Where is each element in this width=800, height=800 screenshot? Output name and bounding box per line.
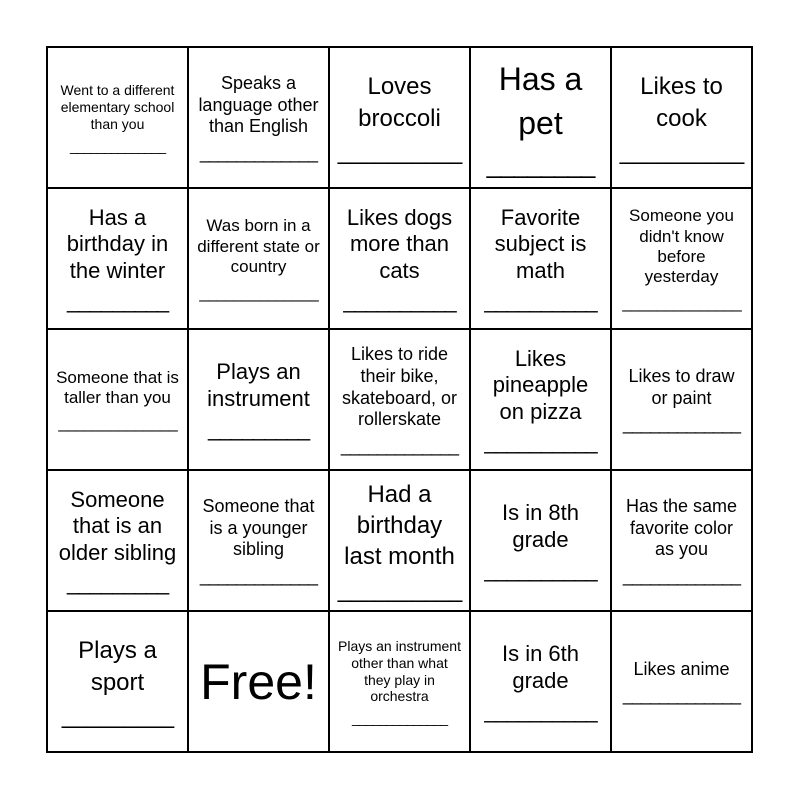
bingo-cell[interactable] — [330, 48, 471, 189]
bingo-cell[interactable] — [471, 48, 612, 189]
signature-line: __________ — [484, 288, 597, 314]
signature-line: _____________ — [199, 142, 318, 163]
bingo-cell[interactable] — [48, 48, 189, 189]
signature-line: __________ — [619, 137, 744, 165]
signature-line: _____________ — [622, 414, 741, 435]
signature-line: __________ — [484, 697, 597, 723]
bingo-cell[interactable] — [189, 471, 330, 612]
signature-line: _____________ — [622, 685, 741, 706]
free-space-cell[interactable] — [189, 612, 330, 753]
cell-text: Was born in a different state or country — [197, 216, 320, 277]
bingo-cell[interactable] — [471, 471, 612, 612]
bingo-cell[interactable] — [471, 330, 612, 471]
cell-text: Likes to draw or paint — [628, 365, 735, 408]
signature-line: _________ — [66, 570, 169, 596]
cell-text: Likes to cook — [640, 73, 723, 132]
bingo-cell[interactable] — [471, 612, 612, 753]
signature-line: _____________ — [622, 565, 741, 586]
signature-line: __________ — [343, 288, 456, 314]
cell-text: Someone that is an older sibling — [58, 486, 177, 565]
signature-line: _________ — [66, 288, 169, 314]
signature-line: _________ — [207, 415, 310, 441]
signature-line: ______________ — [199, 282, 318, 302]
signature-line: _____________ — [340, 435, 459, 456]
cell-text: Loves broccoli — [358, 73, 441, 132]
bingo-cell[interactable] — [189, 48, 330, 189]
cell-text: Has a birthday in the winter — [66, 204, 169, 283]
cell-text: Plays an instrument other than what they play in orchestra — [338, 637, 461, 705]
signature-line: __________ — [337, 576, 462, 604]
cell-text: Someone that is a younger sibling — [202, 496, 315, 560]
cell-text: Plays a sport — [78, 637, 157, 696]
bingo-cell[interactable] — [330, 612, 471, 753]
cell-text: Likes anime — [633, 658, 730, 679]
signature-line: __________ — [484, 429, 597, 455]
bingo-cell[interactable] — [612, 189, 753, 330]
cell-text: Likes dogs more than cats — [346, 204, 453, 283]
signature-line: ________ — [486, 148, 595, 179]
cell-text: Is in 8th grade — [501, 500, 580, 552]
cell-text: Likes pineapple on pizza — [492, 345, 589, 424]
cell-text: Is in 6th grade — [501, 641, 580, 693]
bingo-cell[interactable] — [189, 330, 330, 471]
bingo-cell[interactable] — [330, 471, 471, 612]
signature-line: ______________ — [351, 710, 447, 727]
signature-line: _____________ — [199, 565, 318, 586]
signature-line: ______________ — [622, 292, 741, 312]
signature-line: __________ — [484, 556, 597, 582]
bingo-cell[interactable] — [48, 612, 189, 753]
cell-text: Favorite subject is math — [494, 204, 587, 283]
cell-text: Has the same favorite color as you — [625, 496, 738, 560]
cell-text: Plays an instrument — [207, 359, 310, 411]
bingo-cell[interactable] — [48, 330, 189, 471]
cell-text: Went to a different elementary school than you — [60, 82, 175, 132]
signature-line: ______________ — [58, 413, 177, 433]
bingo-cell[interactable] — [612, 48, 753, 189]
signature-line: __________ — [337, 137, 462, 165]
cell-text: Someone you didn't know before yesterday — [629, 206, 734, 287]
bingo-cell[interactable] — [612, 471, 753, 612]
cell-text: Has a pet — [498, 61, 583, 141]
bingo-cell[interactable] — [330, 330, 471, 471]
bingo-card — [46, 46, 753, 753]
bingo-cell[interactable] — [612, 612, 753, 753]
free-space-text: Free! — [200, 653, 317, 710]
bingo-cell[interactable] — [612, 330, 753, 471]
bingo-cell[interactable] — [471, 189, 612, 330]
cell-text: Speaks a language other than English — [198, 73, 319, 137]
bingo-cell[interactable] — [189, 189, 330, 330]
cell-text: Someone that is taller than you — [56, 367, 179, 407]
bingo-cell[interactable] — [330, 189, 471, 330]
bingo-cell[interactable] — [48, 189, 189, 330]
cell-text: Likes to ride their bike, skateboard, or rollerskate — [341, 344, 458, 430]
signature-line: _________ — [61, 701, 174, 729]
signature-line: ______________ — [69, 137, 165, 154]
cell-text: Had a birthday last month — [344, 480, 455, 571]
bingo-cell[interactable] — [48, 471, 189, 612]
